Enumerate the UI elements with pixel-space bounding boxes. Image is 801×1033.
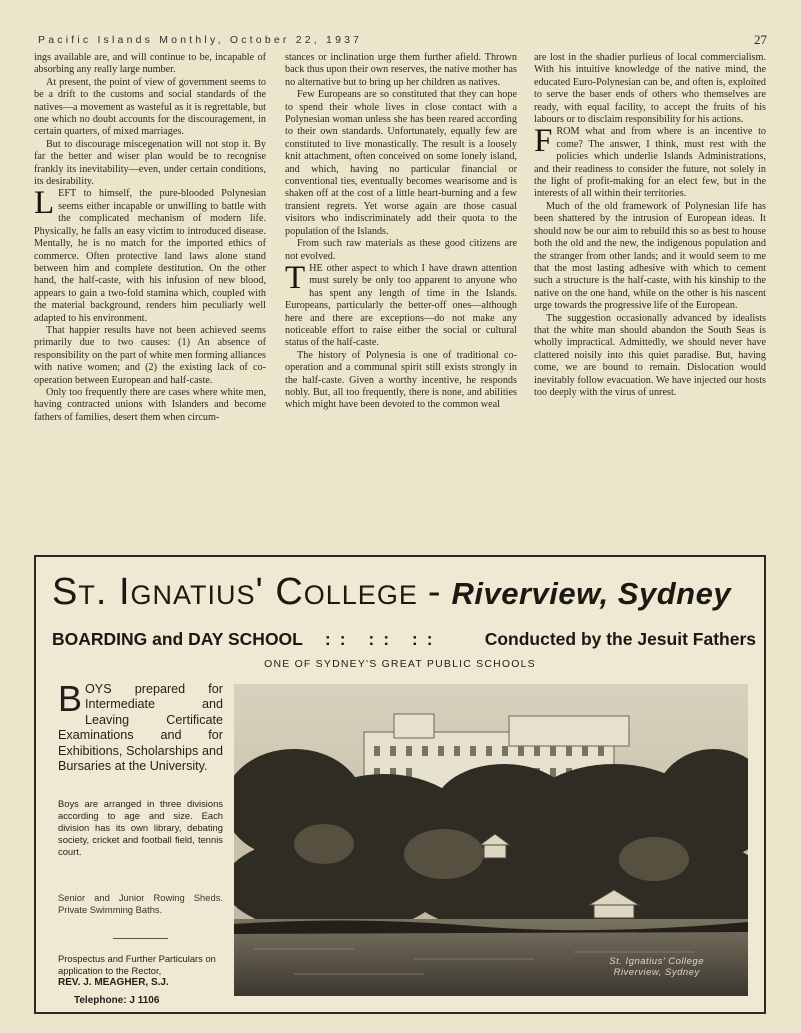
photo-caption-line-2: Riverview, Sydney: [613, 967, 700, 978]
paragraph-text: The history of Polynesia is one of traditional co-operation and a communal spirit still exists strongly in the half-caste. Given a worthy incentive, he responds nobly. But, all too frequently, there is none, and abilities which might have been devoted to the common weal: [285, 349, 517, 411]
article-paragraph: [34, 185, 266, 324]
paragraph-text: From such raw materials as these good citizens are not evolved.: [285, 238, 517, 262]
article-paragraph: [34, 139, 266, 189]
college-photo-image: [234, 684, 748, 996]
ad-conducted-by: Conducted by the Jesuit Fathers: [484, 629, 756, 649]
paragraph-text: Few Europeans are so constituted that they can hope to spend their whole lives in close contact with a Polynesian woman unless she has been reared according to their own standards. Unfortunately, equally few are constituted to live monastically. The result is a loosely knit attachment, often conceived on some lonely island, and which, having no particular financial or conventional ties, eventually becomes wearisome and is shaken off at the cost of a little heart-burning and a few transient regrets. Yet worse again are those casual visitors who indiscriminately add their quota to the population of the Islands.: [285, 89, 517, 237]
ad-school-type: BOARDING and DAY SCHOOL: [52, 629, 303, 649]
article-column-1: [34, 52, 266, 548]
running-head: Pacific Islands Monthly, October 22, 1937: [38, 34, 363, 46]
article-paragraph: [534, 313, 766, 400]
college-photograph: [234, 684, 748, 996]
ad-contact: [58, 953, 223, 1007]
ad-drop-cap: B: [58, 678, 83, 719]
ad-telephone: Telephone: J 1106: [74, 995, 160, 1007]
article-column-2: [285, 52, 517, 548]
paragraph-text: That happier results have not been achieved seems primarily due to two causes: (1) An absence of responsibility on the part of white men forming alliances with native women; and (2) the existing lack of co-operation between European and half-caste.: [34, 324, 266, 386]
ad-subtitle: [52, 629, 756, 650]
article-paragraph: [285, 259, 517, 350]
ad-boys-paragraph: [58, 678, 223, 774]
paragraph-text: EFT to himself, the pure-blooded Polynesian seems either incapable or unwilling to battle with the complicated mechanism of modern life. Physically, he falls an easy victim to introduced disease. Mentally, he is no match for the imported ethics of commerce. Often protective land laws alone stand between him and complete destitution. On the other hand, the half-caste, with his infusion of new blood, appears to gain a two-fold stamina which, coupled with the material background, renders him peculiarly well adapted to his environment.: [34, 188, 266, 324]
paragraph-text: At present, the point of view of government seems to be a drift to the customs and social standards of the natives—a movement as wasteful as it is regrettable, but one which no doubt accounts for the discouragement, in certain quarters, of mixed marriages.: [34, 76, 266, 138]
college-advertisement: [34, 555, 766, 1014]
ad-title: [52, 571, 752, 619]
ad-location: Riverview, Sydney: [451, 576, 732, 611]
ad-college-name: St. Ignatius' College: [52, 571, 418, 613]
article-paragraph: [34, 325, 266, 387]
article-paragraph: [285, 52, 517, 89]
ad-divider: [113, 938, 168, 939]
paragraph-text: The suggestion occasionally advanced by idealists that the white man should abandon the South Seas is wholly impractical. Admittedly, we should never have clattered noisily into this quiet paradise. But, having come, we are bound to remain. Dislocation would inevitably follow evacuation. We have injected our hosts too deeply with the virus of unrest.: [534, 312, 766, 398]
drop-cap: T: [285, 259, 306, 296]
article-column-3: [534, 52, 766, 548]
paragraph-text: ROM what and from where is an incentive to come? The answer, I think, must rest with the policies which underlie Islands Administrations, and their readiness to consider the future, not solely in the light of profit-making for an elect few, but in the interests of all within their territories.: [534, 126, 766, 200]
drop-cap: L: [34, 185, 55, 222]
ad-prospectus: Prospectus and Further Particulars on application to the Rector,: [58, 953, 216, 977]
ad-title-dash: -: [427, 571, 442, 613]
article-paragraph: [285, 89, 517, 238]
article-columns: [34, 52, 766, 548]
ad-rector: REV. J. MEAGHER, S.J.: [58, 977, 169, 989]
ad-boys-text: OYS prepared for Intermediate and Leaving Certificate Examinations and for Exhibitions, Scholarships and Bursaries at the University.: [58, 682, 223, 774]
article-paragraph: [285, 350, 517, 412]
article-paragraph: [534, 201, 766, 313]
paragraph-text: ings available are, and will continue to be, incapable of absorbing any really large number.: [34, 52, 266, 76]
ad-text-column: [58, 678, 223, 1007]
article-paragraph: [285, 238, 517, 263]
paragraph-text: HE other aspect to which I have drawn attention must surely be only too apparent to anyone who has spent any length of time in the Islands. Europeans, particularly the better-off ones—although here and there are exceptions—do not make any noticeable effort to raise either the social or cultural status of the half-caste.: [285, 262, 517, 349]
article-paragraph: [34, 52, 266, 77]
ad-separator: :: :: ::: [324, 629, 442, 649]
photo-caption-line-1: St. Ignatius' College: [609, 956, 704, 967]
paragraph-text: Much of the old framework of Polynesian life has been shattered by the intrusion of European ideas. It should now be our aim to rebuild this so as best to house both the old and the new, the indigenous population and the stranger from other lands; and it would seem to me that the most lasting adhesive with which to cement such a structure is the half-caste, with his kinship to the native on the one hand, while on the other is his nascent urge towards the progressive life of the European.: [534, 200, 766, 312]
ad-tagline: ONE OF SYDNEY'S GREAT PUBLIC SCHOOLS: [264, 658, 536, 670]
page-number: 27: [754, 32, 767, 47]
article-paragraph: [534, 52, 766, 126]
paragraph-text: stances or inclination urge them further afield. Thrown back thus upon their own reserves, the native mother has no alternative but to bring up her children as natives.: [285, 52, 517, 88]
ad-rowing: Senior and Junior Rowing Sheds. Private Swimming Baths.: [58, 892, 223, 916]
paragraph-text: are lost in the shadier purlieus of local commercialism. With his intuitive knowledge of the native mind, the educated Euro-Polynesian can be, and often is, exploited to serve the baser ends of others who themselves are ready, with equal facility, to accept the fruits of his labours or to disclaim responsibility for his actions.: [534, 52, 766, 126]
article-paragraph: [34, 387, 266, 424]
drop-cap: F: [534, 123, 553, 160]
page-header: [38, 34, 767, 50]
ad-divisions: Boys are arranged in three divisions according to age and size. Each division has its own library, debating society, cricket and football field, tennis court.: [58, 798, 223, 858]
article-paragraph: [34, 77, 266, 139]
paragraph-text: Only too frequently there are cases where white men, having contracted unions with Islanders and become fathers of families, desert them when circum-: [34, 386, 266, 423]
photo-caption: [609, 956, 704, 978]
article-paragraph: [534, 123, 766, 200]
paragraph-text: But to discourage miscegenation will not stop it. By far the better and wiser plan would be to recognise frankly its inevitability—even, under certain conditions, its desirability.: [34, 138, 266, 188]
